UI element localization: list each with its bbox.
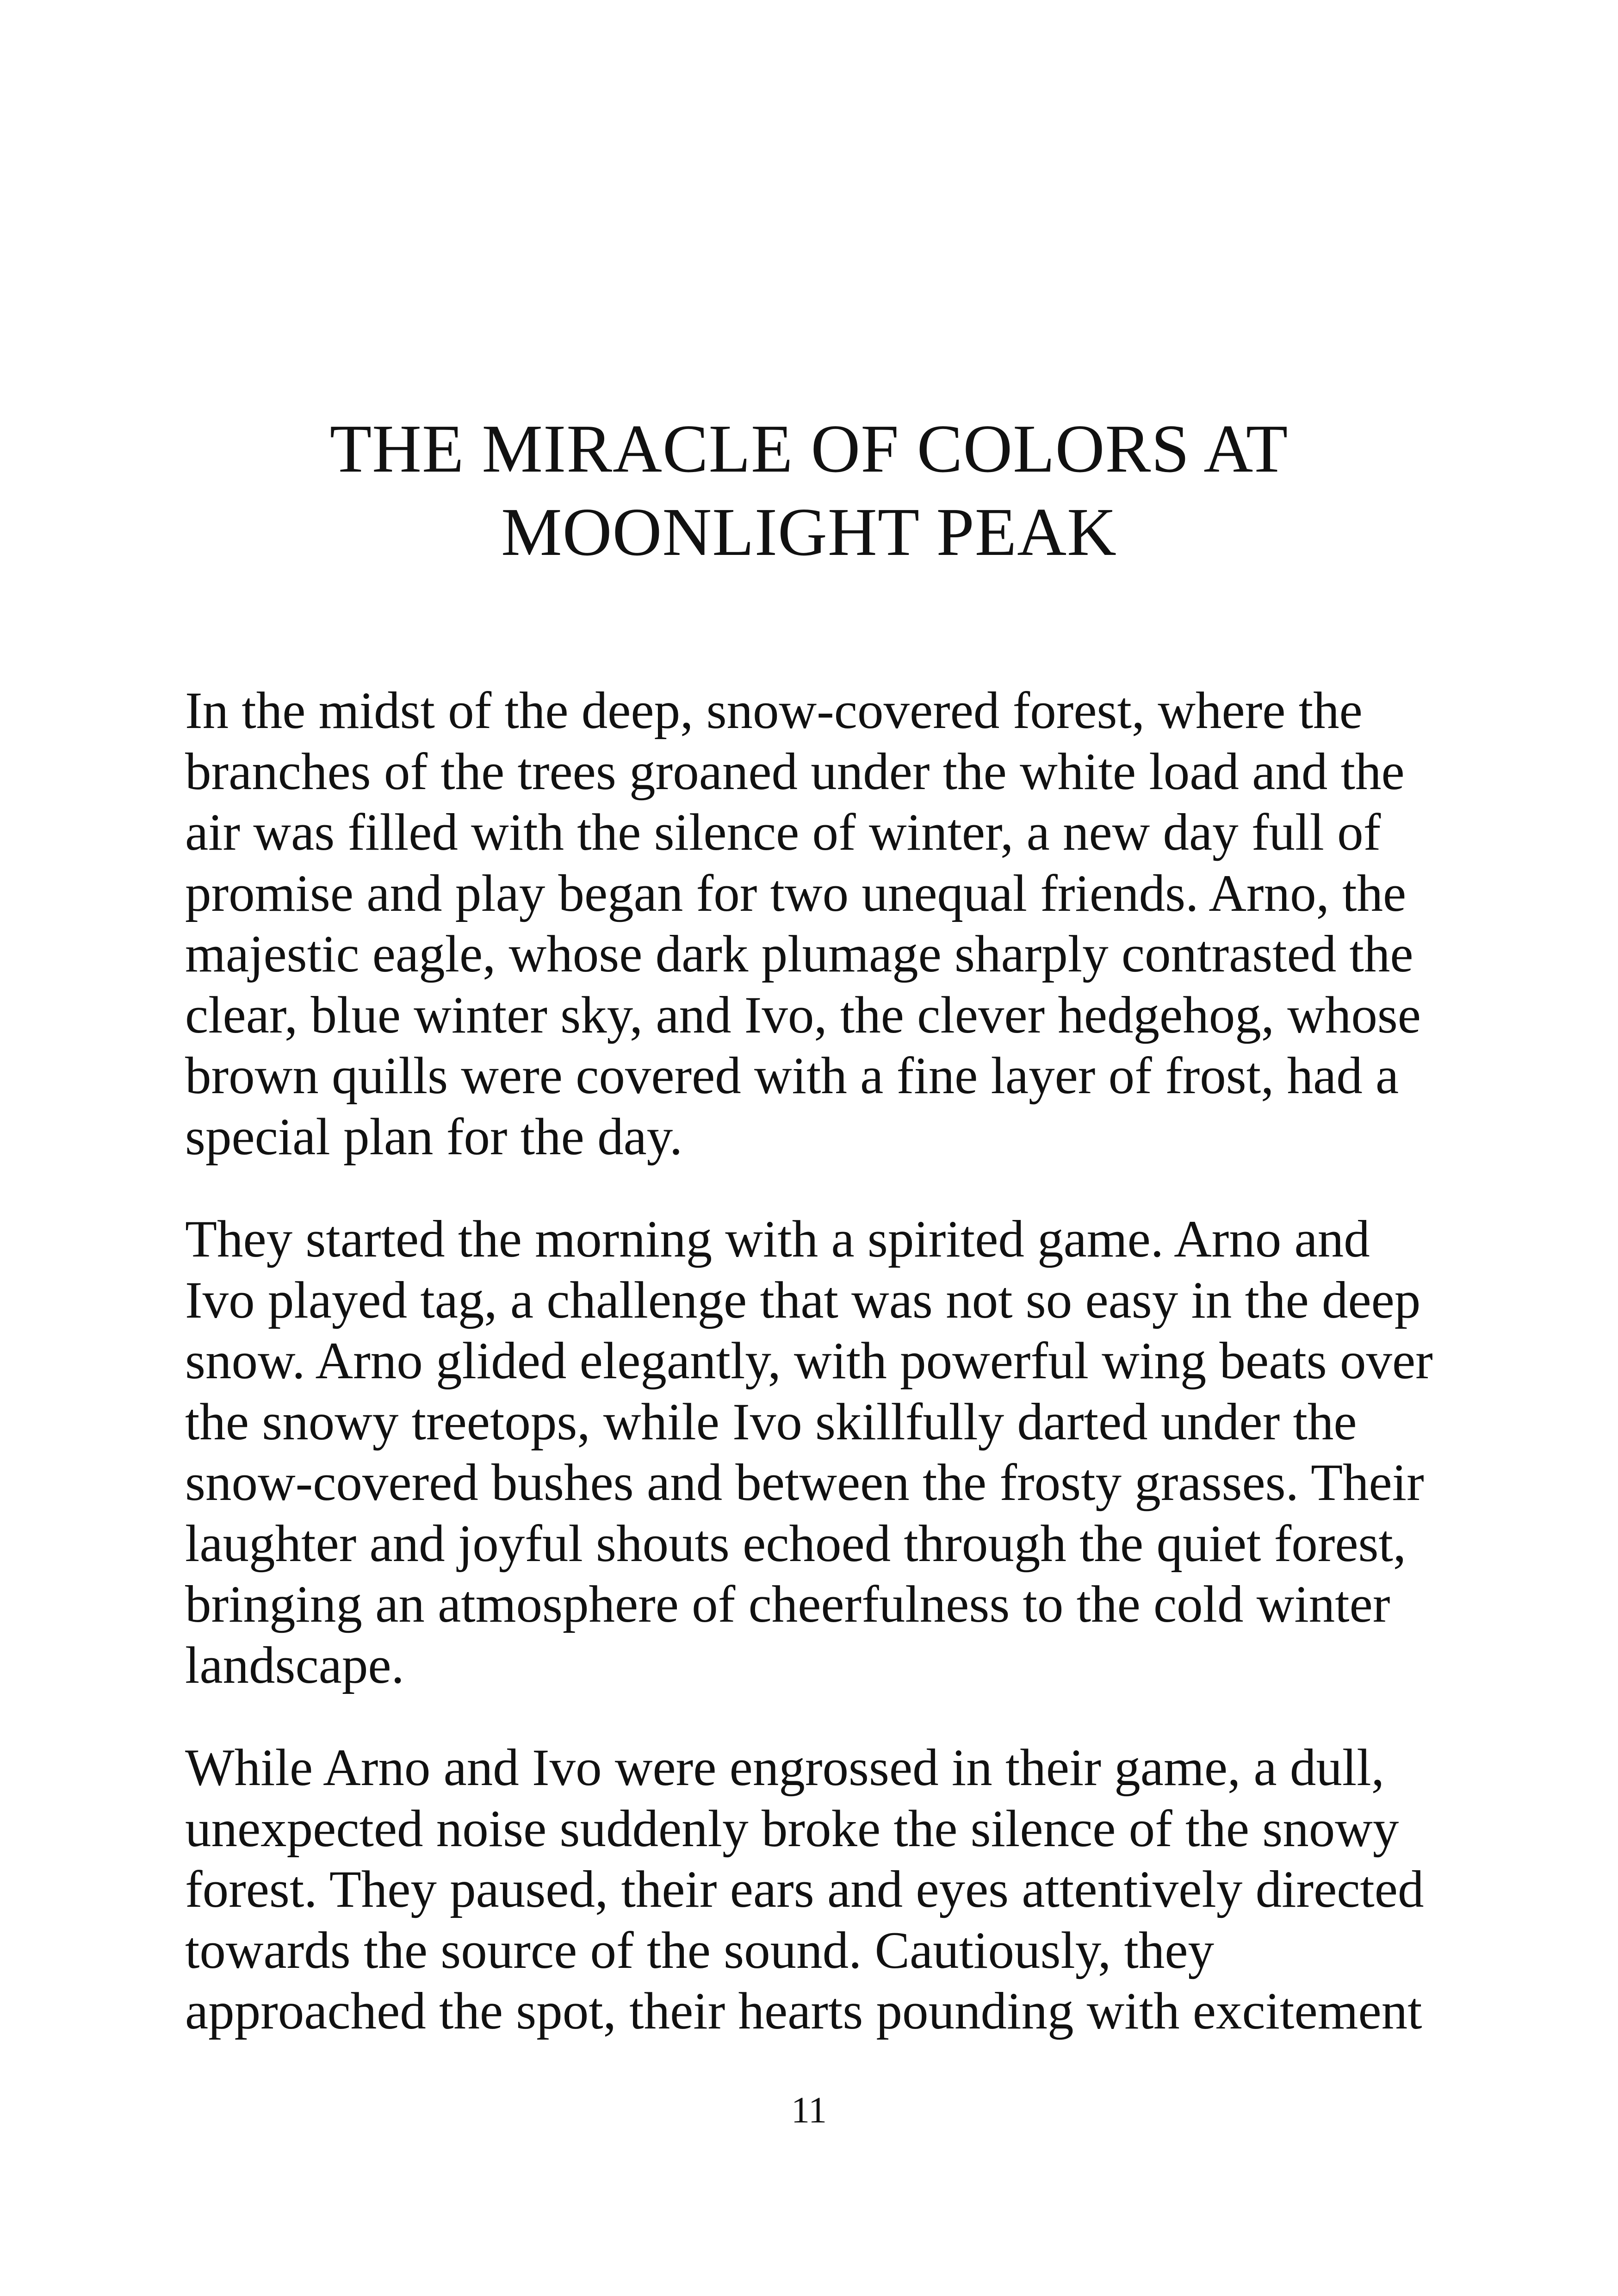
text-line: majestic eagle, whose dark plumage sharply contrasted the (185, 925, 1413, 983)
paragraph (185, 1737, 1444, 2042)
text-line: laughter and joyful shouts echoed through the quiet forest, (185, 1514, 1407, 1573)
text-line: While Arno and Ivo were engrossed in their game, a dull, (185, 1739, 1384, 1797)
chapter-title (0, 407, 1618, 574)
paragraph (185, 680, 1444, 1167)
paragraph (185, 1209, 1444, 1696)
text-line: brown quills were covered with a fine layer of frost, had a (185, 1047, 1399, 1105)
text-line: They started the morning with a spirited game. Arno and (185, 1210, 1370, 1268)
text-line: bringing an atmosphere of cheerfulness to the cold winter (185, 1575, 1390, 1633)
text-line: snow. Arno glided elegantly, with powerful wing beats over (185, 1332, 1433, 1390)
page-number: 11 (791, 2090, 827, 2131)
text-line: In the midst of the deep, snow-covered forest, where the (185, 682, 1363, 740)
text-line: the snowy treetops, while Ivo skillfully darted under the (185, 1393, 1357, 1451)
text-line: approached the spot, their hearts pounding with excitement (185, 1982, 1422, 2040)
text-line: Ivo played tag, a challenge that was not so easy in the deep (185, 1271, 1421, 1329)
text-line: branches of the trees groaned under the white load and the (185, 742, 1405, 801)
text-line: forest. They paused, their ears and eyes attentively directed (185, 1860, 1424, 1918)
text-line: landscape. (185, 1636, 404, 1694)
text-line: snow-covered bushes and between the frosty grasses. Their (185, 1454, 1424, 1512)
text-line: air was filled with the silence of winter, a new day full of (185, 803, 1381, 861)
text-line: unexpected noise suddenly broke the silence of the snowy (185, 1799, 1399, 1858)
text-line: promise and play began for two unequal friends. Arno, the (185, 864, 1407, 922)
chapter-body (185, 680, 1444, 2084)
chapter-title-line: MOONLIGHT PEAK (501, 494, 1117, 570)
text-line: special plan for the day. (185, 1108, 683, 1166)
text-line: clear, blue winter sky, and Ivo, the clever hedgehog, whose (185, 986, 1421, 1044)
text-line: towards the source of the sound. Cautiously, they (185, 1921, 1215, 1979)
chapter-title-line: THE MIRACLE OF COLORS AT (329, 411, 1289, 487)
